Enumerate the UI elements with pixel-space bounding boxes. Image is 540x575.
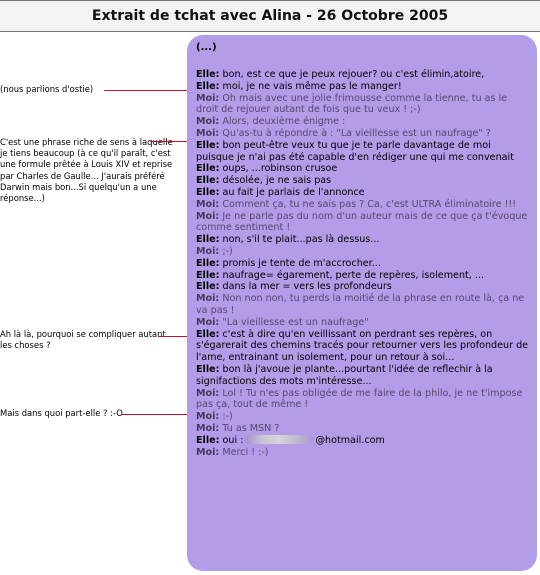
message-text: au fait je parlais de l'annonce (219, 186, 365, 198)
annotation-nous-parlions: (nous parlions d'ostie) (0, 84, 94, 94)
message-text: Lol ! Tu n'es pas obligée de me faire de la philo, je ne t'impose pas ça, tout de même ! (196, 387, 523, 411)
message-text: bon peut-être veux tu que je te parle davantage de moi puisque je n'ai pas été capable d'en rédiger une qui me convenait (196, 139, 514, 163)
message-text: Je ne parle pas du nom d'un auteur mais de ce que ça t'évoque comme sentiment ! (196, 210, 528, 234)
speaker-label: Moi: (196, 387, 220, 399)
page-title: Extrait de tchat avec Alina - 26 Octobre 2005 (0, 0, 540, 32)
message-text: naufrage= égarement, perte de repères, isolement, ... (219, 269, 485, 281)
speaker-label: Moi: (196, 210, 220, 222)
chat-message-elle (196, 187, 531, 199)
message-text: bon, est ce que je peux rejouer? ou c'est élimin,atoire, (219, 69, 485, 80)
speaker-label: Elle: (196, 281, 220, 293)
chat-message-moi (196, 93, 531, 117)
chat-message-elle (196, 435, 531, 447)
speaker-label: Moi: (196, 92, 220, 104)
speaker-label: Moi: (196, 116, 220, 128)
speaker-label: Moi: (196, 245, 220, 257)
speaker-label: Moi: (196, 127, 220, 139)
chat-message-moi (196, 116, 531, 128)
annotation-connector-part-elle (121, 414, 196, 415)
message-text: moi, je ne vais même pas le manger! (219, 80, 402, 92)
speaker-label: Elle: (196, 163, 220, 175)
message-text: c'est à dire qu'en veillissant on perdrant ses repères, on s'égarerait des chemins tracés pour retourner vers les profondeur de l'ame, entrainant un isolement, pour un retour à soi... (196, 328, 529, 364)
chat-message-elle (196, 175, 531, 187)
chat-message-elle (196, 81, 531, 93)
speaker-label: Elle: (196, 139, 220, 151)
message-text: Non non non, tu perds la moitié de la phrase en route là, ça ne va pas ! (196, 293, 525, 316)
chat-message-moi (196, 317, 531, 329)
chat-message-moi (196, 293, 531, 317)
email-domain: @hotmail.com (315, 434, 385, 446)
chat-message-elle (196, 281, 531, 293)
message-text: ;-) (219, 245, 233, 257)
message-text: Oh mais avec une jolie frimousse comme la tienne, tu as le droit de rejouer autant de fois que tu veux ! ;-) (196, 92, 508, 116)
chat-message-moi (196, 411, 531, 423)
chat-message-elle (196, 234, 531, 246)
chat-message-moi (196, 199, 531, 211)
annotation-compliquer: Ah là là, pourquoi se compliquer autant les choses ? (0, 329, 166, 351)
message-text: oups, ...robinson crusoe (219, 163, 338, 175)
chat-message-elle (196, 140, 531, 164)
speaker-label: Elle: (196, 269, 220, 281)
speaker-label: Elle: (196, 328, 220, 340)
message-text: non, s'il te plait...pas là dessus... (219, 234, 380, 246)
message-text: bon là j'avoue je plante...pourtant l'idée de reflechir à la signifactions des mots m'intéresse... (196, 363, 493, 387)
chat-message-moi (196, 211, 531, 235)
message-text: promis je tente de m'accrocher... (219, 257, 381, 269)
speaker-label: Elle: (196, 234, 220, 246)
speaker-label: Moi: (196, 293, 220, 305)
message-text: désolée, je ne sais pas (219, 175, 332, 187)
chat-message-moi (196, 388, 531, 412)
chat-message-elle (196, 163, 531, 175)
chat-message-elle (196, 258, 531, 270)
chat-message-moi (196, 128, 531, 140)
message-text: Tu as MSN ? (219, 422, 280, 434)
message-text: oui : (219, 434, 244, 446)
message-text: Alors, deuxième énigme : (219, 116, 346, 128)
chat-message-elle (196, 329, 531, 364)
message-text: :-) (219, 411, 233, 423)
speaker-label: Elle: (196, 186, 220, 198)
speaker-label: Moi: (196, 411, 220, 423)
speaker-label: Elle: (196, 363, 220, 375)
chat-lines (196, 69, 531, 458)
message-text: Merci ! :-) (219, 446, 269, 458)
annotation-connector-nous (104, 90, 196, 91)
message-text: Qu'as-tu à répondre à : "La vieillesse est un naufrage" ? (219, 127, 491, 139)
speaker-label: Elle: (196, 257, 220, 269)
speaker-label: Moi: (196, 316, 220, 328)
message-text: dans la mer = vers les profondeurs (219, 281, 392, 293)
speaker-label: Elle: (196, 80, 220, 92)
ellipsis-marker: (...) (196, 42, 217, 53)
chat-message-elle (196, 270, 531, 282)
message-text: Comment ça, tu ne sais pas ? Ca, c'est ULTRA éliminatoire !!! (219, 198, 517, 210)
speaker-label: Elle: (196, 69, 220, 80)
speaker-label: Moi: (196, 422, 220, 434)
speaker-label: Elle: (196, 175, 220, 187)
message-text: "La vieillesse est un naufrage" (219, 316, 369, 328)
annotation-part-elle: Mais dans quoi part-elle ? :-O (0, 408, 123, 418)
speaker-label: Elle: (196, 434, 220, 446)
chat-message-moi (196, 246, 531, 258)
annotation-phrase-riche: C'est une phrase riche de sens à laquelle je tiens beaucoup (à ce qu'il paraît, c'est une formule prêtée à Louis XIV et reprise par Charles de Gaulle... J'aurais préféré Darwin mais bon...Si quelqu'un a une réponse...) (0, 137, 173, 204)
redacted-email-blur (245, 435, 313, 444)
chat-message-elle (196, 364, 531, 388)
speaker-label: Moi: (196, 446, 220, 458)
speaker-label: Moi: (196, 198, 220, 210)
chat-message-elle (196, 69, 531, 81)
chat-transcript (187, 35, 537, 571)
chat-message-moi (196, 447, 531, 459)
chat-message-moi (196, 423, 531, 435)
